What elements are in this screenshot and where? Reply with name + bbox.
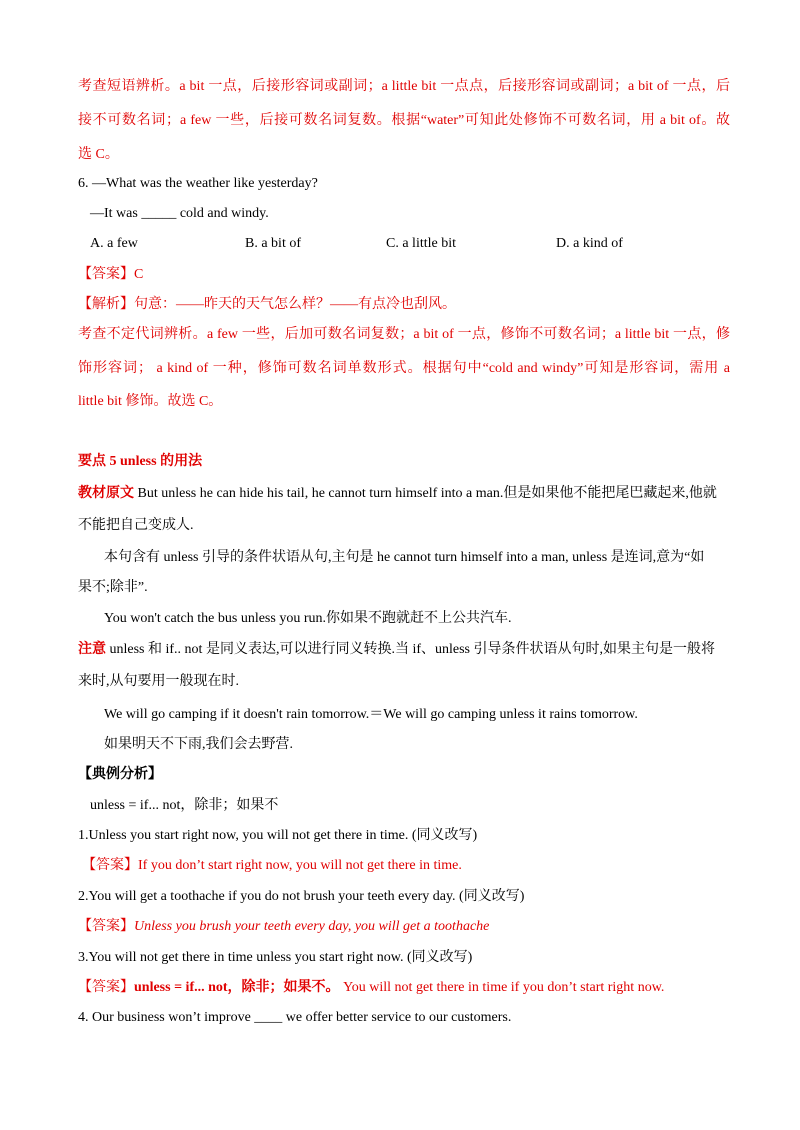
case-question: 1.Unless you start right now, you will not get there in time. (同义改写)	[78, 828, 478, 843]
option-a: A. a few	[90, 236, 138, 251]
cases-title: 【典例分析】	[78, 767, 162, 782]
option-d: D. a kind of	[556, 236, 623, 251]
example-sentence: You won't catch the bus unless you run.你如果不跑就赶不上公共汽车.	[104, 611, 512, 626]
answer-text: If you don’t start right now, you will not get there in time.	[138, 858, 462, 873]
question-6-explain: little bit 修饰。故选 C。	[78, 394, 223, 409]
note	[78, 640, 730, 660]
source-label: 教材原文	[78, 486, 134, 501]
case-question: 2.You will get a toothache if you do not brush your teeth every day. (同义改写)	[78, 889, 525, 904]
answer-text: You will not get there in time if you don’t start right now.	[339, 980, 665, 995]
description-cont: 果不;除非”.	[78, 580, 148, 595]
section-title: 要点 5 unless 的用法	[78, 454, 203, 469]
question-6-analysis: 【解析】句意：——昨天的天气怎么样？——有点冷也刮风。	[78, 297, 456, 312]
rule: unless = if... not，除非；如果不	[90, 798, 279, 813]
question-6-answer: 【答案】C	[78, 267, 144, 282]
note-text: unless 和 if.. not 是同义表达,可以进行同义转换.当 if、unless 引导条件状语从句时,如果主句是一般将	[106, 642, 715, 657]
case-answer	[78, 978, 730, 998]
case-answer	[78, 917, 730, 937]
example-translation: 如果明天不下雨,我们会去野营.	[104, 737, 293, 752]
explanation-line: 选 C。	[78, 147, 119, 162]
answer-label: 【答案】	[78, 980, 134, 995]
question-6-line2: —It was _____ cold and windy.	[90, 206, 269, 221]
source-text	[78, 484, 730, 504]
note-label: 注意	[78, 642, 106, 657]
answer-rule: unless = if... not，除非；如果不。	[134, 980, 340, 995]
description: 本句含有 unless 引导的条件状语从句,主句是 he cannot turn himself into a man, unless 是连词,意为“如	[104, 550, 705, 565]
source-sentence: But unless he can hide his tail, he cannot turn himself into a man.但是如果他不能把尾巴藏起来,他就	[134, 486, 717, 501]
case-question: 3.You will not get there in time unless you start right now. (同义改写)	[78, 950, 473, 965]
answer-label: 【答案】	[82, 858, 138, 873]
note-cont: 来时,从句要用一般现在时.	[78, 674, 239, 689]
example-sentence: We will go camping if it doesn't rain tomorrow.＝We will go camping unless it rains tomorrow.	[104, 707, 638, 722]
case-question: 4. Our business won’t improve ____ we offer better service to our customers.	[78, 1010, 512, 1025]
option-b: B. a bit of	[245, 236, 301, 251]
question-6-stem: 6. —What was the weather like yesterday?	[78, 176, 318, 191]
explanation-line: 考查短语辨析。a bit 一点，后接形容词或副词；a little bit 一点点，后接形容词或副词；a bit of 一点，后	[78, 79, 730, 94]
explanation-line: 接不可数名词；a few 一些，后接可数名词复数。根据“water”可知此处修饰不可数名词，用 a bit of。故	[78, 113, 730, 128]
answer-label: 【答案】	[78, 919, 134, 934]
case-answer	[82, 856, 730, 876]
question-6-explain: 饰形容词； a kind of 一种，修饰可数名词单数形式。根据句中“cold and windy”可知是形容词，需用 a	[78, 361, 730, 376]
question-6-explain: 考查不定代词辨析。a few 一些，后加可数名词复数；a bit of 一点，修饰不可数名词；a little bit 一点，修	[78, 327, 730, 342]
answer-text: Unless you brush your teeth every day, you will get a toothache	[134, 919, 490, 934]
source-text-cont: 不能把自己变成人.	[78, 518, 194, 533]
option-c: C. a little bit	[386, 236, 456, 251]
